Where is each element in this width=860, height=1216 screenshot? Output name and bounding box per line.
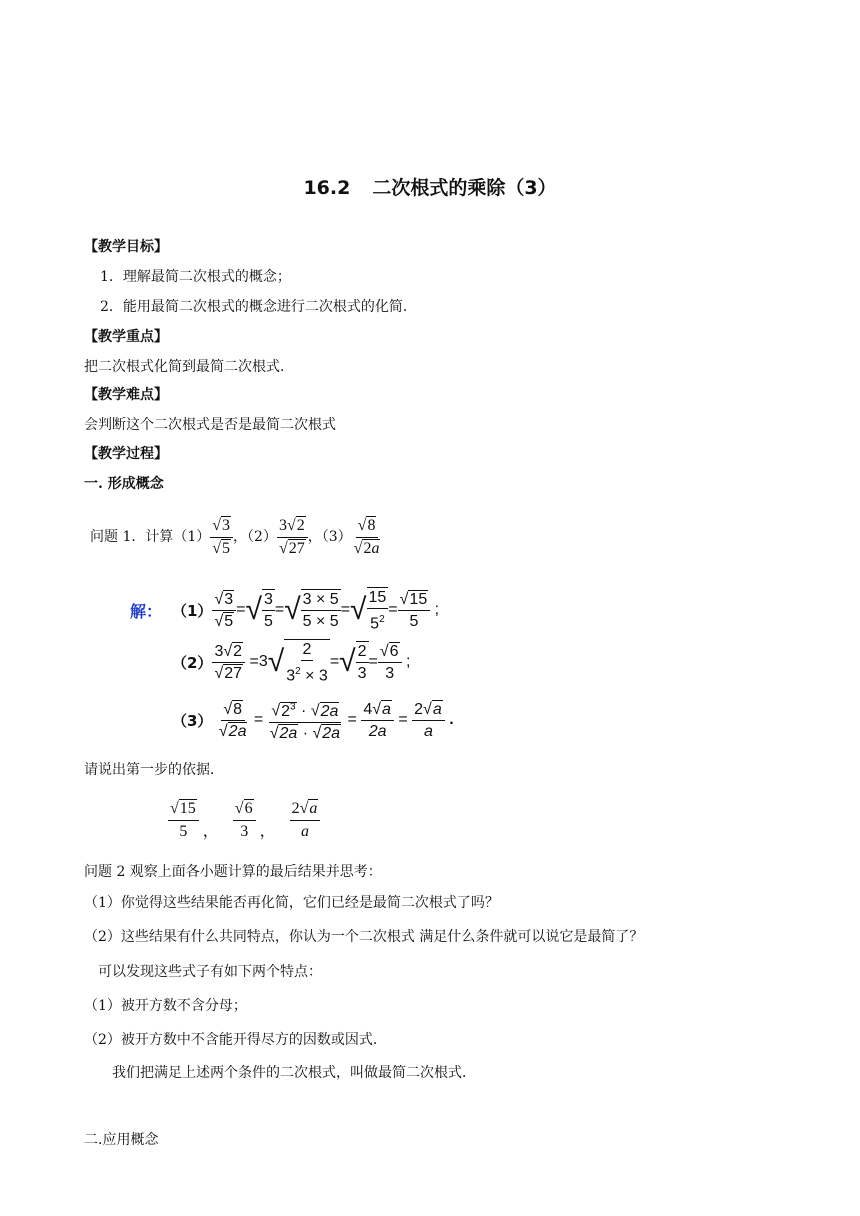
result-1: $\frac{√15}{5}$ [168,799,199,842]
s3-b-den1: 2a [279,724,298,742]
s2-b-mul: 3 [318,667,328,685]
s1-b-num: 3 [262,590,275,611]
result-3-coef: 2 [291,800,300,817]
s3-b-exp: 3 [290,701,296,713]
s1-rad-d: √ $\frac{15}{5^2}$ [350,588,387,633]
question-2-item-2: （2）这些结果有什么共同特点，你认为一个二次根式 满足什么条件就可以说它是最简了？ [84,929,644,945]
result-1-den: 5 [179,823,188,840]
s2-b-base: 3 [286,667,296,685]
objective-1: 1．理解最简二次根式的概念； [100,269,291,285]
key-point-heading: 【教学重点】 [84,329,168,345]
s1-c-num: 3 × 5 [301,590,341,611]
s3-a-den: 2a [228,722,247,740]
title-number: 16.2 [303,177,351,199]
s3-frac-a: $\frac{√8}{√2a}$ [218,700,247,740]
s2-d-num: 6 [389,642,399,660]
s2-a-coef: 3 [214,642,224,660]
result-sep-1: ， [202,823,219,840]
s1-rad-c: √ $\frac{3 \times 5}{5 \times 5}$ [284,591,339,630]
s2-a-den: 27 [224,664,243,682]
s3-c-num: a [382,700,391,718]
difficulty-text: 会判断这个二次根式是否是最简二次根式 [84,417,336,433]
s1-e-den: 5 [409,612,419,630]
s1-d-exp: 2 [379,613,385,625]
q1-expr-2: $\frac{3√2}{√27}$ [277,516,308,559]
q1-e1-den: 5 [222,539,231,557]
feature-2: （2）被开方数中不含能开得尽方的因数或因式． [84,1032,387,1048]
s1-b-den: 5 [263,613,273,630]
result-2: $\frac{√6}{3}$ [233,799,256,842]
s2-a-num: 2 [233,642,243,660]
question-1 [90,515,382,559]
solution-line-3: （3） $\frac{√8}{√2a}$ = $\frac{√2^3 \cdot √2a}{√2a \cdot √2a}$ = $\frac{4√a}{2a}$ = $\frac{2√a}{a}$ . [172,696,454,744]
s3-d-den: a [423,722,433,740]
s2-b-num: 2 [301,640,314,661]
solution-line-1: （1） $\frac{√3}{√5}$ = √ $\frac{3}{5}$ = √ $\frac{3 \times 5}{5 \times 5}$ = √ $\frac{15}{5^2}$ = $\frac{√15}{5}$ ; [172,588,440,633]
ask-basis: 请说出第一步的依据． [84,762,224,778]
s1-frac-a: $\frac{√3}{√5}$ [212,590,236,631]
question-1-prefix: 问题 1．计算（1） [90,529,211,545]
solution-line-3-label: （3） [172,711,213,730]
definition: 我们把满足上述两个条件的二次根式，叫做最简二次根式． [112,1065,476,1081]
q1-e3-num: 8 [367,516,376,534]
s1-d-den: 5 [370,615,380,633]
solution-line-1-label: （1） [172,601,213,620]
question-1-p2: ，（2） [233,529,277,545]
process-heading: 【教学过程】 [84,446,168,462]
result-3-den: a [300,823,309,840]
result-2-den: 3 [240,823,249,840]
result-1-num: 15 [179,800,196,817]
q1-e2-den: 27 [288,539,305,557]
q1-expr-3: $\frac{√8}{√2a}$ [353,516,380,557]
s3-frac-b: $\frac{√2^3 \cdot √2a}{√2a \cdot √2a}$ [268,697,343,742]
objective-2: 2．能用最简二次根式的概念进行二次根式的化简． [100,299,417,315]
results-row [168,794,320,842]
s1-a-num: 3 [224,590,234,608]
solution-line-2-label: （2） [172,653,213,672]
s2-d-den: 3 [385,664,395,682]
s2-c-num: 2 [356,642,369,663]
question-2-item-1: （1）你觉得这些结果能否再化简，它们已经是最简二次根式了吗？ [84,895,499,911]
s3-c-den: 2a [368,722,387,740]
s2-c-den: 3 [357,665,367,682]
result-sep-2: ， [259,823,276,840]
s3-c-coef: 4 [363,700,373,718]
q1-expr-1: $\frac{√3}{√5}$ [210,516,233,559]
objectives-heading: 【教学目标】 [84,239,168,255]
s2-coef: 3 [258,653,268,670]
s3-d-coef: 2 [414,700,424,718]
title-text: 二次根式的乘除（3） [372,177,557,199]
section-1-heading: 一. 形成概念 [84,476,164,492]
result-3: $\frac{2√a}{a}$ [290,799,321,842]
result-2-num: 6 [244,800,253,817]
q1-e3-den: 2 [363,539,372,557]
solution-line-2: （2） $\frac{3√2}{√27}$ = 3 √ $\frac{2}{3^2 \times 3}$ = √ $\frac{2}{3}$ = $\frac{√6}{3}$ ; [172,640,411,685]
s1-a-den: 5 [224,612,234,630]
q1-e3-var: a [371,539,380,557]
s1-e-num: 15 [409,590,428,608]
s2-rad-b: √ $\frac{2}{3^2 \times 3}$ [267,640,328,685]
q1-e2-num: 2 [296,516,305,534]
s2-rad-c: √ $\frac{2}{3}$ [339,643,367,682]
features-intro: 可以发现这些式子有如下两个特点： [98,964,322,980]
s3-b-den2: 2a [322,724,341,742]
difficulty-heading: 【教学难点】 [84,387,168,403]
key-point-text: 把二次根式化简到最简二次根式． [84,359,294,375]
q1-e2-coef: 3 [278,516,287,534]
page-title [0,173,860,200]
s1-frac-e: $\frac{√15}{5}$ [398,590,431,631]
s1-rad-b: √ $\frac{3}{5}$ [245,591,273,630]
question-2: 问题 2 观察上面各小题计算的最后结果并思考： [84,864,382,880]
s3-b-num2: 2a [320,702,339,720]
s2-frac-a: $\frac{3√2}{√27}$ [212,642,245,683]
q1-e1-num: 3 [222,516,231,534]
s3-frac-d: $\frac{2√a}{a}$ [412,700,445,741]
result-3-num: a [309,800,318,817]
s2-frac-d: $\frac{√6}{3}$ [378,642,402,683]
feature-1: （1）被开方数不含分母； [84,998,247,1014]
section-2-heading: 二.应用概念 [84,1132,159,1148]
s3-frac-c: $\frac{4√a}{2a}$ [361,700,394,741]
s3-b-base: 2 [281,702,291,720]
question-1-p3: ，（3） [307,529,352,545]
s2-b-exp: 2 [295,665,301,677]
s3-a-num: 8 [233,700,243,718]
s3-d-num: a [432,700,442,718]
s1-d-num: 15 [367,588,389,609]
s1-c-den: 5 × 5 [302,613,339,630]
solution-label: 解： [130,602,163,621]
